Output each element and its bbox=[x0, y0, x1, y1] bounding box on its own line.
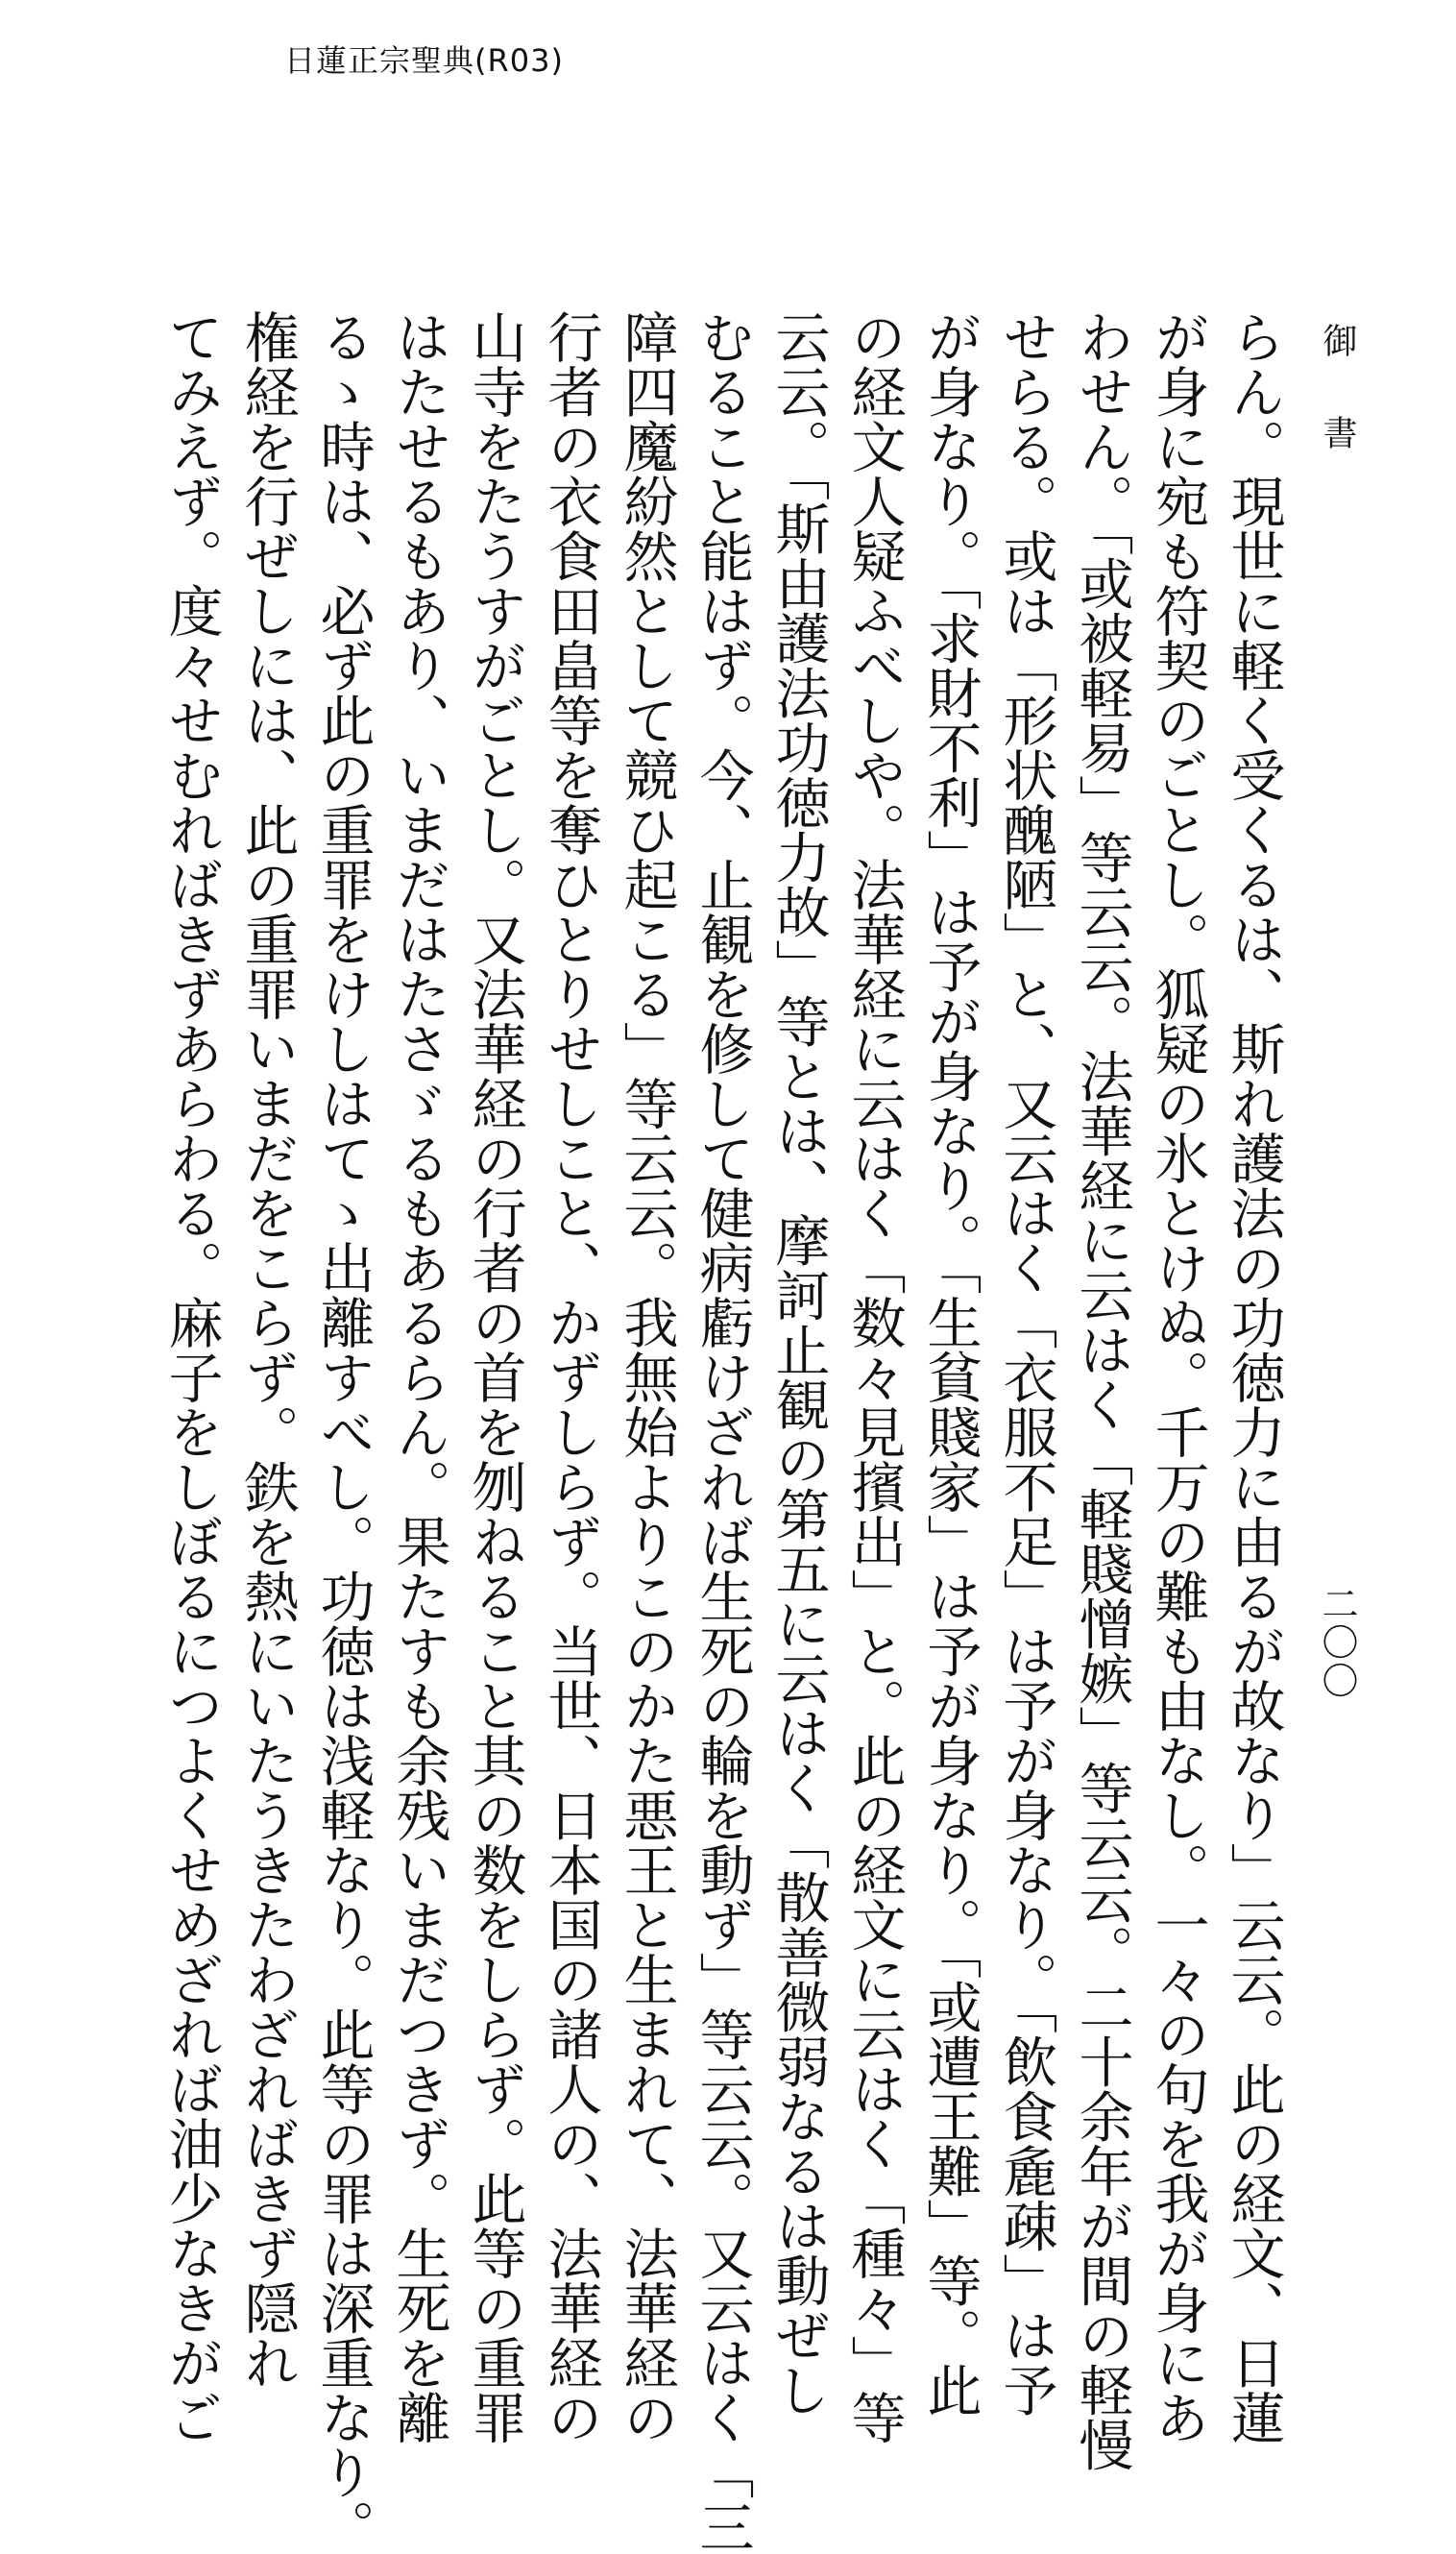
running-head: 御書 bbox=[1318, 323, 1357, 507]
text-column: 云云。「斯由護法功徳力故」等とは、摩訶止観の第五に云はく「散善微弱なるは動ぜし bbox=[766, 309, 830, 2418]
document-header: 日蓮正宗聖典(R03) bbox=[284, 42, 564, 79]
text-column: らん。現世に軽く受くるは、斯れ護法の功徳力に由るが故なり」云云。此の経文、日蓮 bbox=[1222, 309, 1285, 2445]
text-column: 山寺をたうすがごとし。又法華経の行者の首を刎ねること其の数をしらず。此等の重罪 bbox=[463, 309, 526, 2445]
page-number: 二〇〇 bbox=[1316, 1585, 1358, 1700]
text-column: てみえず。度々せむればきずあらわる。麻子をしぼるにつよくせめざれば油少なきがご bbox=[159, 309, 223, 2445]
text-column: 行者の衣食田畠等を奪ひとりせしこと、かずしらず。当世、日本国の諸人の、法華経の bbox=[539, 309, 602, 2445]
text-column: るゝ時は、必ず此の重罪をけしはてゝ出離すべし。功徳は浅軽なり。此等の罪は深重なり。 bbox=[311, 309, 375, 2554]
text-column: が身に宛も符契のごとし。狐疑の氷とけぬ。千万の難も由なし。一々の句を我が身にあ bbox=[1146, 309, 1209, 2445]
text-column: わせん。「或被軽易」等云云。法華経に云はく「軽賤憎嫉」等云云。二十余年が間の軽慢 bbox=[1070, 309, 1133, 2472]
body-text bbox=[159, 309, 1291, 2554]
text-column: むること能はず。今、止観を修して健病虧けざれば生死の輪を動ず」等云云。又云はく「三 bbox=[691, 309, 754, 2554]
text-column: の経文人疑ふべしや。法華経に云はく「数々見擯出」と。此の経文に云はく「種々」等 bbox=[842, 309, 906, 2445]
text-column: 権経を行ぜしには、此の重罪いまだをこらず。鉄を熱にいたうきたわざればきず隠れ bbox=[235, 309, 299, 2390]
text-column: せらる。或は「形状醜陋」と、又云はく「衣服不足」は予が身なり。「飲食麁疎」は予 bbox=[994, 309, 1057, 2418]
text-column: が身なり。「求財不利」は予が身なり。「生貧賤家」は予が身なり。「或遭王難」等。此 bbox=[918, 309, 982, 2418]
text-column: はたせるもあり、いまだはたさゞるもあるらん。果たすも余残いまだつきず。生死を離 bbox=[387, 309, 450, 2445]
text-column: 障四魔紛然として競ひ起こる」等云云。我無始よりこのかた悪王と生まれて、法華経の bbox=[615, 309, 678, 2445]
